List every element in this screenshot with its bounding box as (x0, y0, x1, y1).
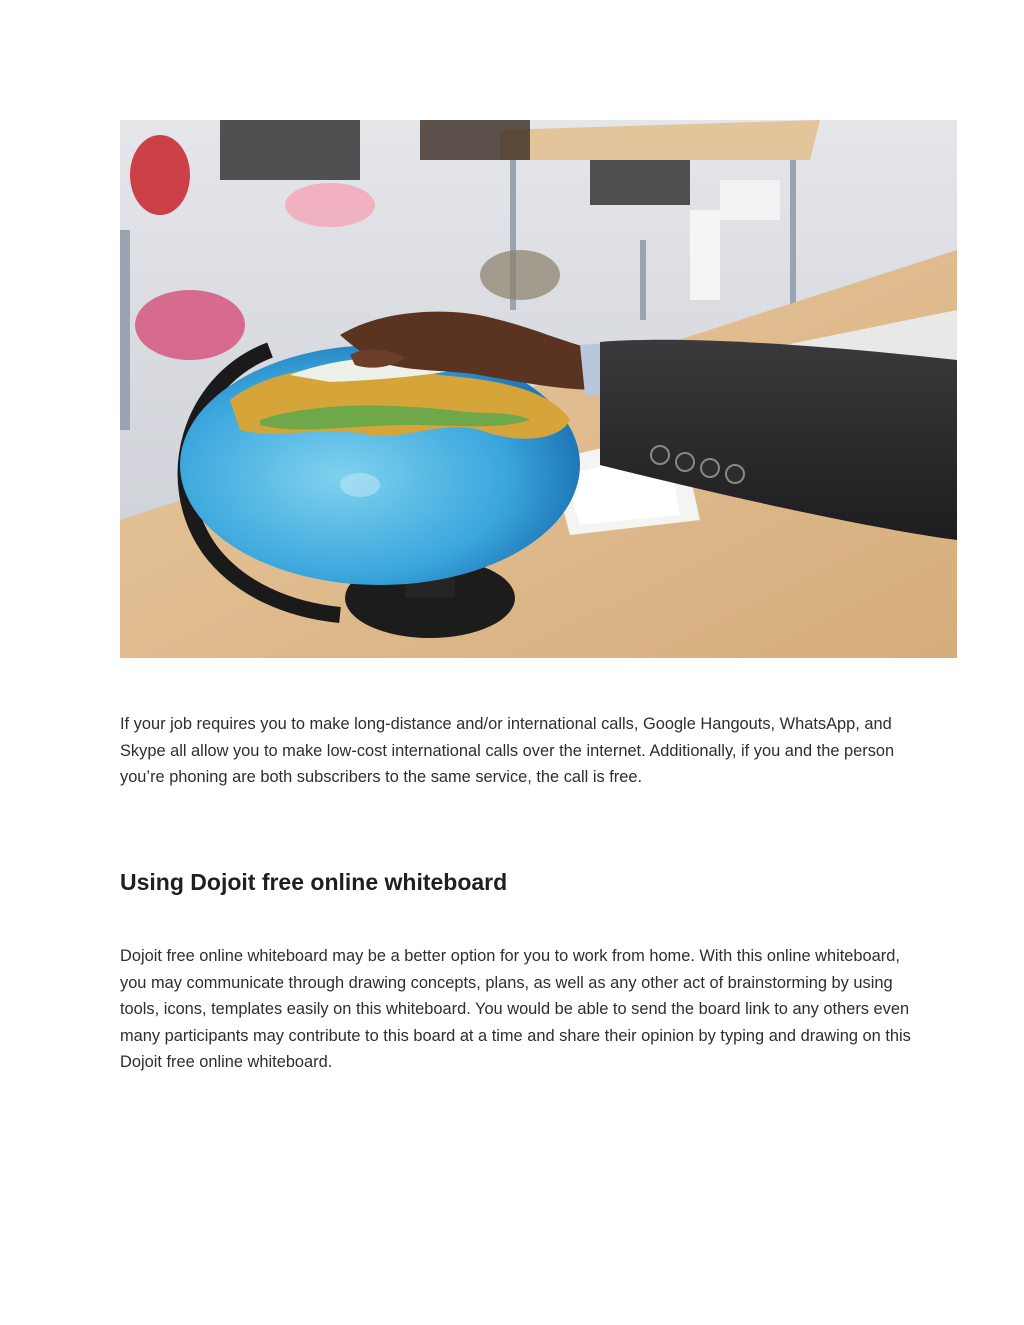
body-paragraph: Dojoit free online whiteboard may be a better option for you to work from home. With this online whiteboard, you may communicate through drawing concepts, plans, as well as any other act of brainstorming by using tools, icons, templates easily on this whiteboard. You would be able to send the board link to any others even many participants may contribute to this board at a time and share their opinion by typing and drawing on this Dojoit free online whiteboard. (120, 947, 911, 1071)
intro-paragraph: If your job requires you to make long-distance and/or international calls, Google Hangouts, WhatsApp, and Skype all allow you to make low-cost international calls over the internet. Additionally, if you and the person you’re phoning are both subscribers to the same service, the call is free. (120, 715, 895, 786)
classroom-globe-photo (120, 120, 957, 658)
photo-illustration (120, 120, 957, 658)
section-heading: Using Dojoit free online whiteboard (120, 869, 508, 895)
